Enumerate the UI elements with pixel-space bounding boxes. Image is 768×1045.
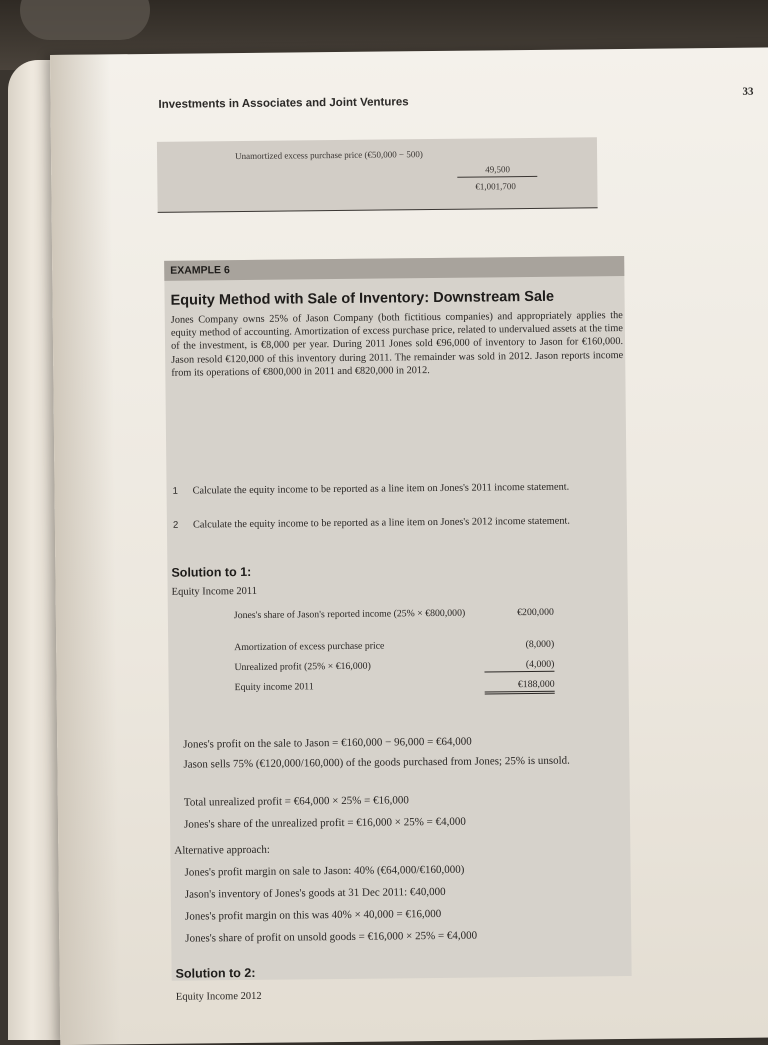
calc-line: Jones's share of the unrealized profit = €16,000 × 25% = €4,000 bbox=[184, 815, 466, 831]
calc-line: Total unrealized profit = €64,000 × 25% = €16,000 bbox=[183, 794, 409, 809]
question-text: Calculate the equity income to be reported as a line item on Jones's 2011 income statement. bbox=[192, 481, 570, 497]
continued-table-total: €1,001,700 bbox=[475, 181, 516, 192]
row-value: €200,000 bbox=[517, 606, 554, 619]
question-item bbox=[172, 480, 613, 497]
row-label: Equity income 2011 bbox=[234, 681, 314, 694]
page-number: 33 bbox=[742, 85, 754, 98]
question-text: Calculate the equity income to be reported as a line item on Jones's 2012 income statement. bbox=[192, 515, 570, 531]
running-head: Investments in Associates and Joint Ventures bbox=[158, 96, 409, 111]
example-title: Equity Method with Sale of Inventory: Downstream Sale bbox=[170, 288, 555, 309]
row-value: (4,000) bbox=[484, 659, 554, 673]
example-body: Jones Company owns 25% of Jason Company (both fictitious companies) and appropriately applies the equity method of accounting. Amortization of excess purchase price, related to undervalued assets at the time of the investment, is €8,000 per year. During 2011 Jones sold €96,000 of inventory to Jason for €160,000. Jason resold €120,000 of this inventory during 2011. The remainder was sold in 2012. Jason reports income from its operations of €800,000 in 2011 and €820,000 in 2012. bbox=[170, 310, 624, 379]
background-object bbox=[20, 0, 150, 40]
row-value: (8,000) bbox=[525, 638, 555, 651]
solution-2-subheading: Equity Income 2012 bbox=[175, 990, 262, 1003]
question-number: 1 bbox=[172, 485, 178, 497]
alt-line: Jones's share of profit on unsold goods = €16,000 × 25% = €4,000 bbox=[185, 929, 478, 945]
alt-line: Jones's profit margin on this was 40% × 40,000 = €16,000 bbox=[184, 907, 442, 923]
row-label: Jones's share of Jason's reported income (25% × €800,000) bbox=[233, 607, 466, 622]
question-number: 2 bbox=[172, 519, 179, 531]
alt-line: Jason's inventory of Jones's goods at 31 Dec 2011: €40,000 bbox=[184, 885, 446, 901]
equity-income-table bbox=[234, 607, 555, 702]
book-page bbox=[50, 47, 768, 1045]
question-item bbox=[172, 514, 613, 531]
continued-table-rule bbox=[457, 176, 537, 178]
example-header-bar bbox=[164, 256, 624, 281]
continued-table-value: 49,500 bbox=[485, 164, 511, 175]
calc-line: Jones's profit on the sale to Jason = €160,000 − 96,000 = €64,000 bbox=[183, 735, 472, 751]
continued-table-label: Unamortized excess purchase price (€50,000 − 500) bbox=[235, 149, 423, 162]
example-tag: EXAMPLE 6 bbox=[170, 264, 230, 277]
alternative-heading: Alternative approach: bbox=[174, 843, 271, 857]
row-value-total: €188,000 bbox=[485, 679, 555, 695]
solution-1-subheading: Equity Income 2011 bbox=[171, 585, 258, 598]
calc-line: Jason sells 75% (€120,000/160,000) of the goods purchased from Jones; 25% is unsold. bbox=[183, 754, 570, 771]
example-box bbox=[164, 256, 632, 981]
row-label: Unrealized profit (25% × €16,000) bbox=[234, 660, 371, 674]
table-row bbox=[234, 607, 554, 642]
table-row bbox=[235, 679, 555, 702]
alt-line: Jones's profit margin on sale to Jason: 40% (€64,000/€160,000) bbox=[184, 863, 465, 879]
continued-table bbox=[157, 137, 598, 213]
page-gutter-shadow bbox=[50, 54, 120, 1045]
solution-1-heading: Solution to 1: bbox=[171, 564, 252, 580]
solution-2-heading: Solution to 2: bbox=[175, 965, 256, 981]
row-label: Amortization of excess purchase price bbox=[234, 640, 385, 654]
